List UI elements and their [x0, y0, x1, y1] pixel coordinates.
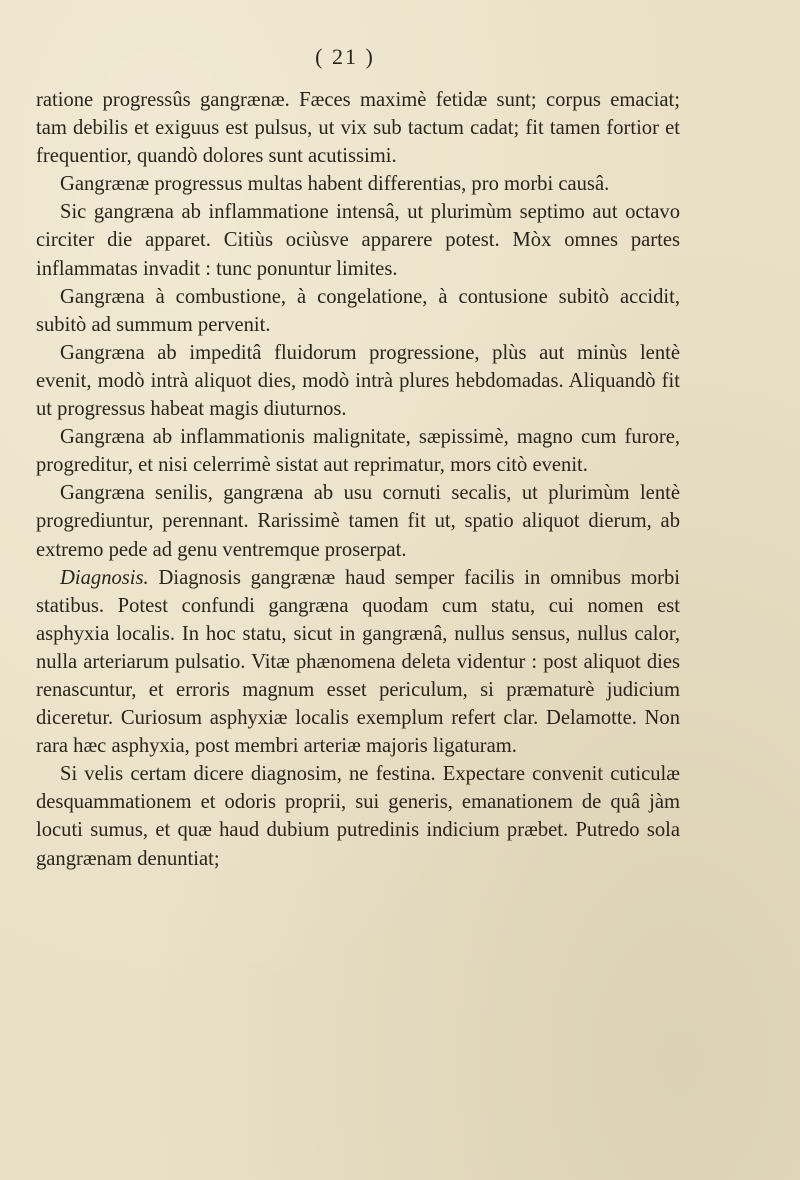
paragraph [36, 86, 680, 170]
paragraph [36, 283, 680, 339]
paragraph-text: Gangræna à combustione, à congelatione, à contusione subitò accidit, subitò ad summum pervenit. [36, 285, 680, 336]
paragraph-text: Si velis certam dicere diagnosim, ne festina. Expectare convenit cuticulæ desquammationem et odoris proprii, sui generis, emanationem de quâ jàm locuti sumus, et quæ haud dubium putredinis indicium præbet. Putredo sola gangrænam denuntiat; [36, 763, 680, 870]
page-number: ( 21 ) [315, 44, 375, 69]
paragraph [36, 760, 680, 872]
paragraph-text: Gangræna ab impeditâ fluidorum progressione, plùs aut minùs lentè evenit, modò intrà aliquot dies, modò intrà plures hebdomadas. Aliquandò fit ut progressus habeat magis diuturnos. [36, 341, 680, 421]
paragraph-text: Gangræna ab inflammationis malignitate, sæpissimè, magno cum furore, progreditur, et nisi celerrimè sistat aut reprimatur, mors citò evenit. [36, 426, 680, 477]
paragraph [36, 564, 680, 761]
paragraph [36, 479, 680, 563]
paragraph [36, 339, 680, 423]
paragraph-text: Diagnosis gangrænæ haud semper facilis in omnibus morbi statibus. Potest confundi gangræna quodam cum statu, cui nomen est asphyxia localis. In hoc statu, sicut in gangrænâ, nullus sensus, nullus calor, nulla arteriarum pulsatio. Vitæ phænomena deleta videntur : post aliquot dies renascuntur, et erroris magnum esset periculum, si præmaturè judicium diceretur. Curiosum asphyxiæ localis exemplum refert clar. Delamotte. Non rara hæc asphyxia, post membri arteriæ majoris ligaturam. [36, 566, 680, 758]
paragraph [36, 170, 680, 198]
paragraph-text: ratione progressûs gangrænæ. Fæces maximè fetidæ sunt; corpus emaciat; tam debilis et exiguus est pulsus, ut vix sub tactum cadat; fit tamen fortior et frequentior, quandò dolores sunt acutissimi. [36, 89, 680, 168]
paragraph-text: Gangræna senilis, gangræna ab usu cornuti secalis, ut plurimùm lentè progrediuntur, perennant. Rarissimè tamen fit ut, spatio aliquot dierum, ab extremo pede ad genu ventremque proserpat. [36, 482, 680, 561]
section-lead-diagnosis: Diagnosis. [60, 566, 149, 589]
paragraph-text: Sic gangræna ab inflammatione intensâ, ut plurimùm septimo aut octavo circiter die apparet. Citiùs ociùsve apparere potest. Mòx omnes partes inflammatas invadit : tunc ponuntur limites. [36, 201, 680, 280]
paragraph [36, 198, 680, 282]
paragraph-text: Gangrænæ progressus multas habent differentias, pro morbi causâ. [60, 173, 610, 196]
paragraph [36, 423, 680, 479]
body-text [36, 86, 680, 873]
